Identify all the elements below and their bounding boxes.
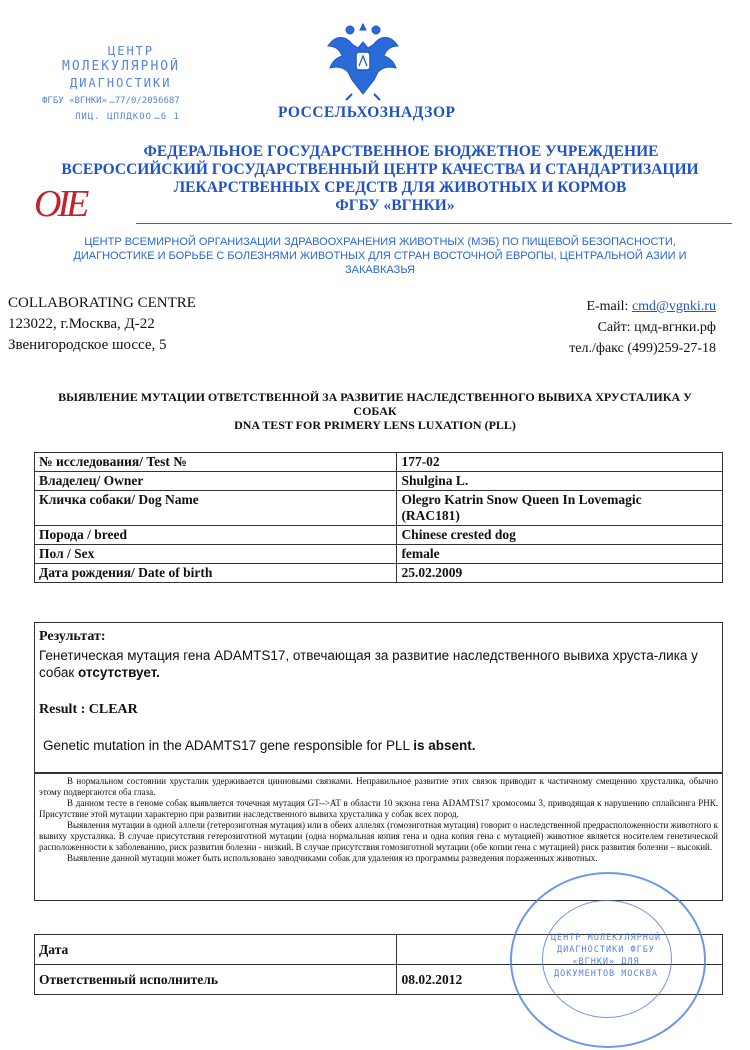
stamp-line: МОЛЕКУЛЯРНОЙ — [62, 59, 180, 74]
note-paragraph: Выявление данной мутации может быть использовано заводчиками собак для удаления из программы разведения пораженных животных. — [67, 853, 598, 863]
table-row — [35, 526, 723, 545]
result-label: Результат: — [39, 629, 106, 644]
address-line: Звенигородское шоссе, 5 — [8, 337, 167, 353]
stamp-line — [42, 95, 180, 106]
row-label: № исследования/ Test № — [35, 453, 397, 472]
info-table — [34, 452, 723, 583]
who-center-line: ЗАКАВКАЗЬЯ — [345, 264, 415, 276]
institution-line: ФГБУ «ВГНКИ» — [335, 197, 455, 214]
title-line: DNA TEST FOR PRIMERY LENS LUXATION (PLL) — [234, 418, 516, 432]
institution-line: ФЕДЕРАЛЬНОЕ ГОСУДАРСТВЕННОЕ БЮДЖЕТНОЕ УЧРЕЖДЕНИЕ — [143, 143, 659, 160]
stamp-line-part: …77/0/2056687 — [109, 96, 180, 106]
document-title — [10, 390, 740, 432]
email-line — [396, 296, 716, 317]
result-en-label: Result : CLEAR — [39, 702, 138, 717]
site-line: Сайт: цмд-вгнки.рф — [597, 320, 716, 335]
seal-text: ЦЕНТР МОЛЕКУЛЯРНОЙ ДИАГНОСТИКИ ФГБУ «ВГНКИ» ДЛЯ ДОКУМЕНТОВ МОСКВА — [550, 933, 662, 979]
contact-block — [396, 296, 716, 359]
row-label: Дата рождения/ Date of birth — [35, 564, 397, 583]
row-value: 177-02 — [397, 453, 723, 472]
address-block — [8, 293, 196, 356]
table-row — [35, 491, 723, 526]
agency-name: РОССЕЛЬХОЗНАДЗОР — [278, 104, 456, 121]
institution-line: ВСЕРОССИЙСКИЙ ГОСУДАРСТВЕННЫЙ ЦЕНТР КАЧЕСТВА И СТАНДАРТИЗАЦИИ — [61, 161, 699, 178]
executor-label: Ответственный исполнитель — [35, 965, 397, 995]
note-paragraph: Выявления мутации в одной аллели (гетерозиготная мутация) или в обеих аллелях (гомозиготная мутация) говорит о наследственной предрасположенности животного к вывиху хрусталика. В случае присутствия гетерозиготной мутации (одна нормальная копия гена и одна копия гена с мутацией) животное является носителем генетической расположенности к заболеванию, риск развития болезни - низкий. В случае присутствия гомозиготной мутации (обе копии гена с мутацией) риск развития болезни – высокий. — [39, 820, 718, 852]
institution-line: ЛЕКАРСТВЕННЫХ СРЕДСТВ ДЛЯ ЖИВОТНЫХ И КОРМОВ — [173, 179, 627, 196]
row-value: Shulgina L. — [397, 472, 723, 491]
oie-logo-text: oie — [34, 168, 86, 228]
executor-date: 08.02.2012 — [397, 965, 723, 995]
note-paragraph: В данном тесте в геноме собак выявляется точечная мутация GT-->AT в области 10 экзона гена ADAMTS17 хромосомы 3, приводящая к нарушению сплайсинга РНК. Присутствие этой мутации характерно при развитии наследственного вывиха хрусталика у собак всех пород. — [39, 798, 718, 819]
result-ru-text: Генетическая мутация гена ADAMTS17, отвечающая за развитие наследственного вывиха хруста-лика у собак — [39, 648, 698, 680]
row-label: Пол / Sex — [35, 545, 397, 564]
date-label: Дата — [35, 935, 397, 965]
row-value: 25.02.2009 — [397, 564, 723, 583]
table-row — [35, 453, 723, 472]
result-en — [43, 738, 476, 753]
table-row — [35, 545, 723, 564]
seal-bottom — [510, 872, 706, 1048]
row-label: Владелец/ Owner — [35, 472, 397, 491]
title-line: СОБАК — [353, 404, 397, 418]
table-row — [35, 564, 723, 583]
result-en-text: Genetic mutation in the ADAMTS17 gene responsible for PLL — [43, 738, 414, 753]
stamp-top — [30, 44, 270, 134]
who-center-line: ЦЕНТР ВСЕМИРНОЙ ОРГАНИЗАЦИИ ЗДРАВООХРАНЕНИЯ ЖИВОТНЫХ (МЭБ) ПО ПИЩЕВОЙ БЕЗОПАСНОСТИ, — [84, 236, 676, 248]
stamp-line: ДИАГНОСТИКИ — [70, 76, 172, 90]
stamp-line — [75, 111, 180, 122]
stamp-line-part: ФГБУ «ВГНКИ» — [42, 96, 108, 106]
result-en-bold: is absent. — [413, 738, 476, 753]
table-row — [35, 472, 723, 491]
stamp-line-part: ЛИЦ. ЦПЛДКОО — [75, 112, 153, 122]
email-link[interactable]: cmd@vgnki.ru — [631, 299, 716, 314]
result-box — [34, 622, 723, 774]
title-line: ВЫЯВЛЕНИЕ МУТАЦИИ ОТВЕТСТВЕННОЙ ЗА РАЗВИТИЕ НАСЛЕДСТВЕННОГО ВЫВИХА ХРУСТАЛИКА У — [58, 390, 692, 404]
who-center-line: ДИАГНОСТИКЕ И БОРЬБЕ С БОЛЕЗНЯМИ ЖИВОТНЫХ ДЛЯ СТРАН ВОСТОЧНОЙ ЕВРОПЫ, ЦЕНТРАЛЬНОЙ АЗИИ И — [73, 250, 687, 262]
row-value: female — [397, 545, 723, 564]
address-line: COLLABORATING CENTRE — [8, 295, 196, 311]
stamp-line-part: …6 1 — [154, 112, 180, 122]
phone-line: тел./факс (499)259-27-18 — [569, 341, 716, 356]
row-label: Кличка собаки/ Dog Name — [35, 491, 397, 526]
note-paragraph: В нормальном состоянии хрусталик удерживается цинновыми связками. Неправильное развитие этих связок приводит к частичному смещению хрусталика, обычно этому подвергаются оба глаза. — [39, 776, 718, 797]
row-value: Chinese crested dog — [397, 526, 723, 545]
result-ru — [39, 647, 709, 681]
coat-of-arms-icon — [318, 16, 408, 104]
email-label: E-mail: — [586, 299, 632, 314]
header-rule — [136, 223, 732, 224]
address-line: 123022, г.Москва, Д-22 — [8, 316, 155, 332]
stamp-line: ЦЕНТР — [108, 44, 155, 58]
row-value: Olegro Katrin Snow Queen In Lovemagic (RAC181) — [397, 491, 723, 526]
row-label: Порода / breed — [35, 526, 397, 545]
result-ru-bold: отсутствует. — [78, 665, 160, 680]
